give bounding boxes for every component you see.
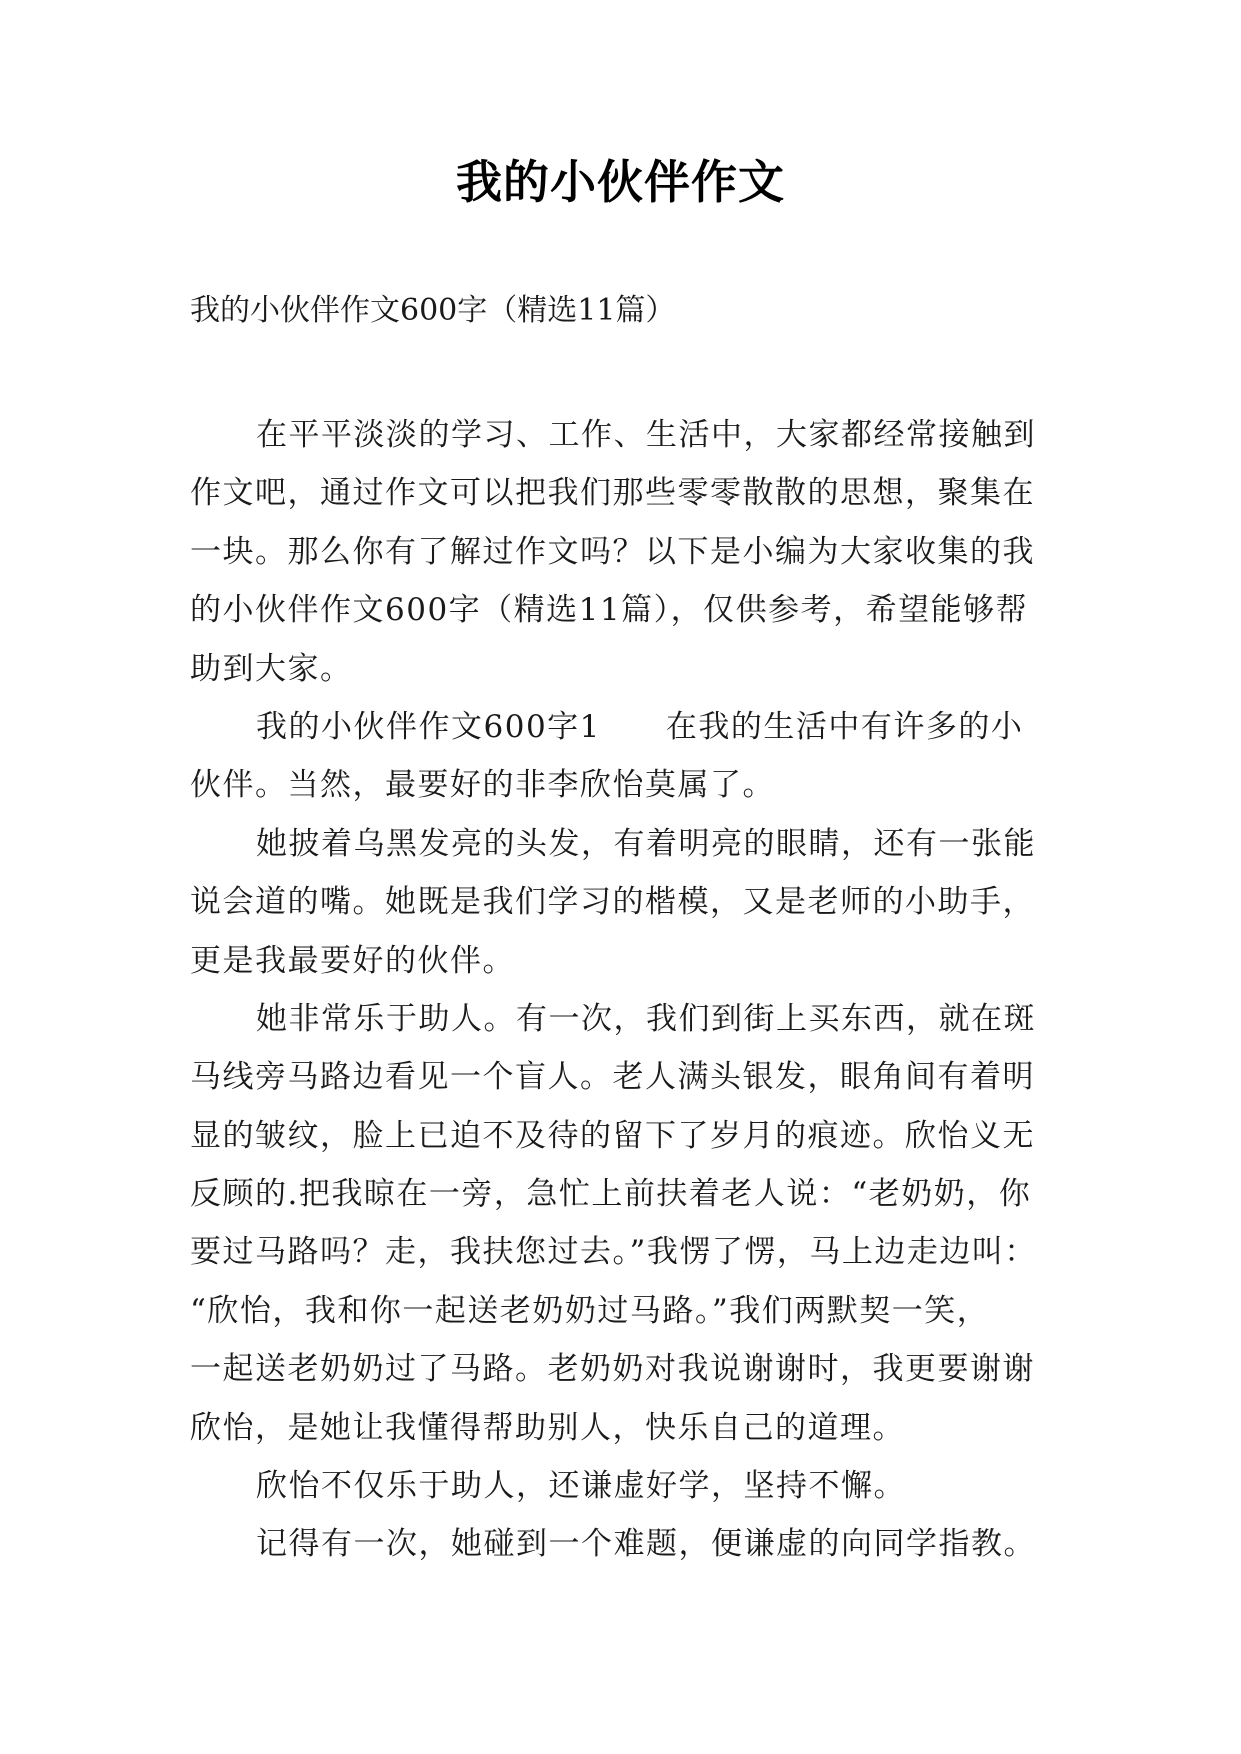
paragraph-line: 一起送老奶奶过了马路。老奶奶对我说谢谢时，我更要谢谢 xyxy=(190,1351,1035,1388)
paragraph-line: 一块。那么你有了解过作文吗？以下是小编为大家收集的我 xyxy=(190,533,1035,570)
paragraph-line: 要过马路吗？走，我扶您过去。”我愣了愣，马上边走边叫： xyxy=(190,1234,1037,1271)
paragraph-line: 我的小伙伴作文600字1 在我的生活中有许多的小 xyxy=(256,708,1024,745)
document-body xyxy=(190,406,1090,1574)
paragraph-line: 她披着乌黑发亮的头发，有着明亮的眼睛，还有一张能 xyxy=(256,825,1036,862)
paragraph-line: 作文吧，通过作文可以把我们那些零零散散的思想，聚集在 xyxy=(190,475,1035,512)
paragraph-line: 伙伴。当然，最要好的非李欣怡莫属了。 xyxy=(190,767,775,804)
paragraph-line: 说会道的嘴。她既是我们学习的楷模，又是老师的小助手， xyxy=(190,884,1035,921)
document-title: 我的小伙伴作文 xyxy=(456,155,785,209)
paragraph-line: 助到大家。 xyxy=(190,650,353,687)
paragraph-line: 更是我最要好的伙伴。 xyxy=(190,942,515,979)
paragraph-line: 欣怡不仅乐于助人，还谦虚好学，坚持不懈。 xyxy=(256,1468,906,1505)
document-subtitle: 我的小伙伴作文600字（精选11篇） xyxy=(190,293,676,328)
paragraph-line: 记得有一次，她碰到一个难题，便谦虚的向同学指教。 xyxy=(256,1526,1036,1563)
paragraph-line: 反顾的.把我晾在一旁，急忙上前扶着老人说：“老奶奶，你 xyxy=(190,1176,1032,1213)
paragraph-line: “欣怡，我和你一起送老奶奶过马路。”我们两默契一笑， xyxy=(190,1292,990,1329)
paragraph-line: 在平平淡淡的学习、工作、生活中，大家都经常接触到 xyxy=(256,417,1036,453)
paragraph-line: 欣怡，是她让我懂得帮助别人，快乐自己的道理。 xyxy=(190,1409,905,1446)
paragraph-line: 的小伙伴作文600字（精选11篇），仅供参考，希望能够帮 xyxy=(190,592,1029,629)
paragraph-line: 她非常乐于助人。有一次，我们到街上买东西，就在斑 xyxy=(256,1000,1036,1037)
paragraph-line: 马线旁马路边看见一个盲人。老人满头银发，眼角间有着明 xyxy=(190,1059,1035,1096)
paragraph-line: 显的皱纹，脸上已迫不及待的留下了岁月的痕迹。欣怡义无 xyxy=(190,1117,1035,1154)
